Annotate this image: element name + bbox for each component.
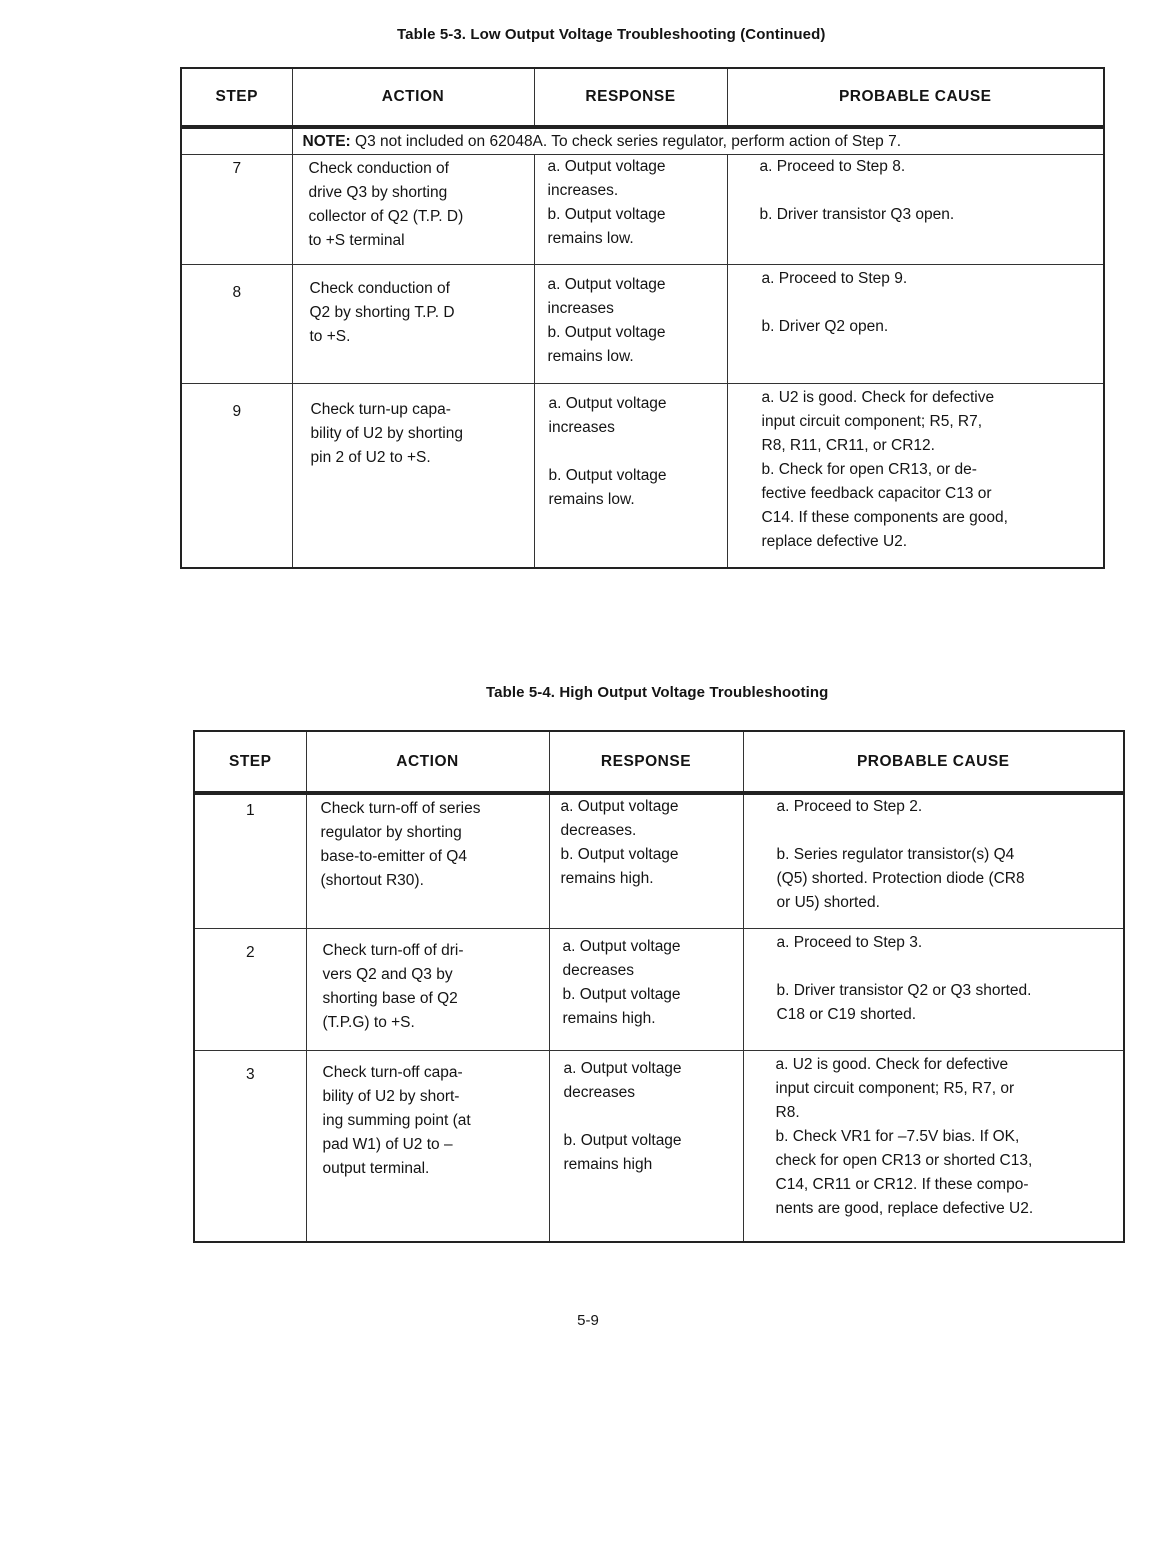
response-cell: a. Output voltage decreases b. Output voltage remains high. — [549, 928, 743, 1050]
table-row — [181, 155, 1104, 265]
action-cell: Check conduction of drive Q3 by shorting collector of Q2 (T.P. D) to +S terminal — [292, 155, 534, 265]
header-action: ACTION — [292, 68, 534, 127]
response-cell: a. Output voltage increases b. Output voltage remains low. — [534, 265, 727, 384]
table-row — [181, 384, 1104, 568]
table-row — [194, 1050, 1124, 1242]
table-5-4 — [193, 730, 1125, 1243]
note-cell — [292, 127, 1104, 155]
step-number: 7 — [181, 155, 292, 265]
action-cell: Check turn-off of series regulator by shorting base-to-emitter of Q4 (shortout R30). — [306, 793, 549, 928]
response-cell: a. Output voltage increases b. Output voltage remains low. — [534, 384, 727, 568]
action-cell: Check turn-off capa- bility of U2 by short- ing summing point (at pad W1) of U2 to – output terminal. — [306, 1050, 549, 1242]
step-number: 2 — [194, 928, 306, 1050]
probable-cause-cell: a. U2 is good. Check for defective input circuit component; R5, R7, or R8. b. Check VR1 for –7.5V bias. If OK, check for open CR13 or shorted C13, C14, CR11 or CR12. If these compo- nents are good, replace defective U2. — [743, 1050, 1124, 1242]
header-step: STEP — [194, 731, 306, 793]
action-cell: Check turn-off of dri- vers Q2 and Q3 by shorting base of Q2 (T.P.G) to +S. — [306, 928, 549, 1050]
table-5-3 — [180, 67, 1105, 569]
page-number: 5-9 — [577, 1312, 599, 1329]
note-text: Q3 not included on 62048A. To check series regulator, perform action of Step 7. — [355, 133, 902, 150]
probable-cause-cell: a. Proceed to Step 2. b. Series regulator transistor(s) Q4 (Q5) shorted. Protection diode (CR8 or U5) shorted. — [743, 793, 1124, 928]
header-response: RESPONSE — [534, 68, 727, 127]
response-cell: a. Output voltage decreases. b. Output voltage remains high. — [549, 793, 743, 928]
probable-cause-cell: a. Proceed to Step 3. b. Driver transistor Q2 or Q3 shorted. C18 or C19 shorted. — [743, 928, 1124, 1050]
action-cell: Check turn-up capa- bility of U2 by shorting pin 2 of U2 to +S. — [292, 384, 534, 568]
header-probable-cause: PROBABLE CAUSE — [727, 68, 1104, 127]
step-number: 3 — [194, 1050, 306, 1242]
table-5-3-caption: Table 5-3. Low Output Voltage Troubleshooting (Continued) — [397, 26, 826, 43]
note-step-cell — [181, 127, 292, 155]
response-cell: a. Output voltage increases. b. Output voltage remains low. — [534, 155, 727, 265]
step-number: 8 — [181, 265, 292, 384]
step-number: 9 — [181, 384, 292, 568]
header-probable-cause: PROBABLE CAUSE — [743, 731, 1124, 793]
response-cell: a. Output voltage decreases b. Output voltage remains high — [549, 1050, 743, 1242]
table-5-4-caption: Table 5-4. High Output Voltage Troubleshooting — [486, 684, 829, 701]
table-row — [194, 928, 1124, 1050]
table-row — [194, 793, 1124, 928]
note-label: NOTE: — [302, 133, 351, 150]
header-step: STEP — [181, 68, 292, 127]
header-response: RESPONSE — [549, 731, 743, 793]
probable-cause-cell: a. Proceed to Step 8. b. Driver transistor Q3 open. — [727, 155, 1104, 265]
probable-cause-cell: a. Proceed to Step 9. b. Driver Q2 open. — [727, 265, 1104, 384]
table-row — [181, 265, 1104, 384]
action-cell: Check conduction of Q2 by shorting T.P. D to +S. — [292, 265, 534, 384]
header-action: ACTION — [306, 731, 549, 793]
step-number: 1 — [194, 793, 306, 928]
probable-cause-cell: a. U2 is good. Check for defective input circuit component; R5, R7, R8, R11, CR11, or CR12. b. Check for open CR13, or de- fective feedback capacitor C13 or C14. If these components are good, replace defective U2. — [727, 384, 1104, 568]
